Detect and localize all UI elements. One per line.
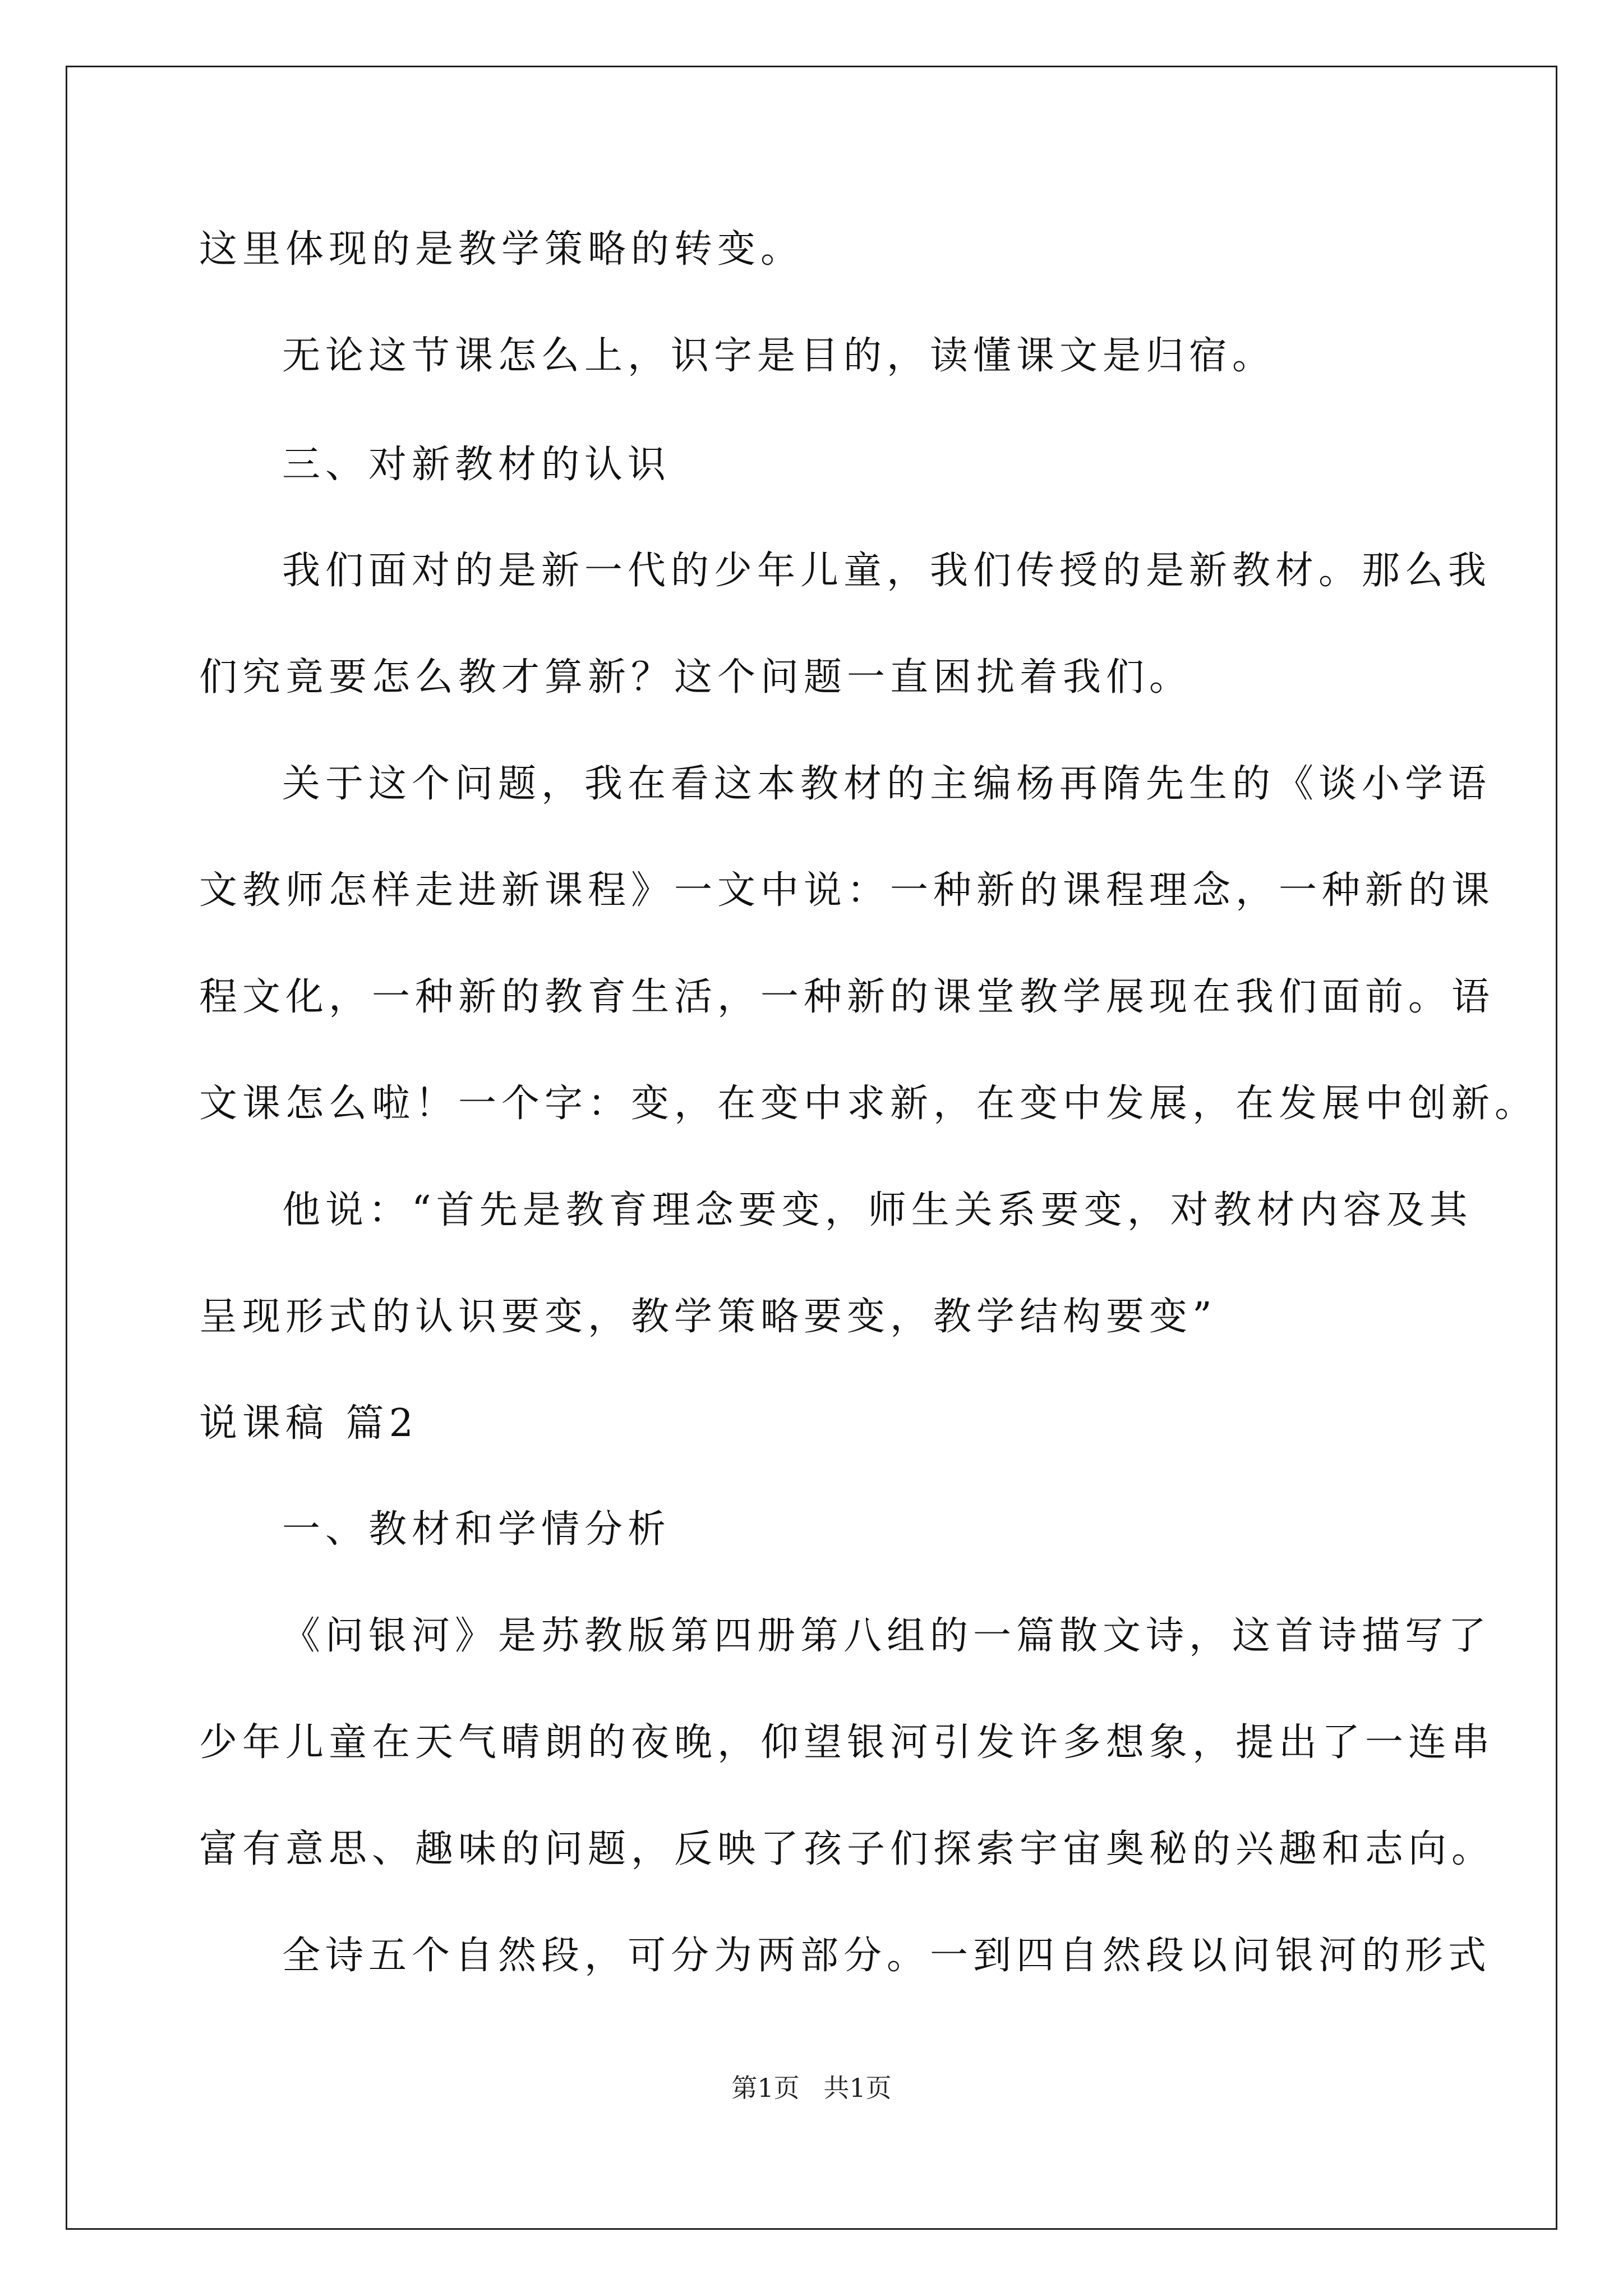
page-number: 第1页: [731, 2073, 800, 2103]
text-line: 文课怎么啦！一个字：变，在变中求新，在变中发展，在发展中创新。: [199, 1082, 1538, 1126]
page-total: 共1页: [823, 2073, 892, 2103]
text-line: 程文化，一种新的教育生活，一种新的课堂教学展现在我们面前。语: [199, 975, 1495, 1019]
text-line: 少年儿童在天气晴朗的夜晚，仰望银河引发许多想象，提出了一连串: [199, 1720, 1495, 1765]
text-line: 呈现形式的认识要变，教学策略要变，教学结构要变”: [199, 1295, 1217, 1339]
text-line: 这里体现的是教学策略的转变。: [199, 227, 804, 272]
text-line: 富有意思、趣味的问题，反映了孩子们探索宇宙奥秘的兴趣和志向。: [199, 1827, 1495, 1871]
page-footer: [0, 2071, 1623, 2105]
text-line: 们究竟要怎么教才算新？这个问题一直困扰着我们。: [199, 655, 1193, 700]
text-line: 关于这个问题，我在看这本教材的主编杨再隋先生的《谈小学语: [282, 762, 1492, 806]
section-heading: 一、教材和学情分析: [282, 1507, 671, 1552]
section-heading: 三、对新教材的认识: [282, 443, 671, 487]
text-line: 全诗五个自然段，可分为两部分。一到四自然段以问银河的形式: [282, 1934, 1492, 1978]
article-title: 说课稿 篇2: [199, 1401, 418, 1446]
text-line: 他说：“首先是教育理念要变，师生关系要变，对教材内容及其: [282, 1188, 1473, 1232]
text-line: 文教师怎样走进新课程》一文中说：一种新的课程理念，一种新的课: [199, 868, 1495, 913]
text-line: 无论这节课怎么上，识字是目的，读懂课文是归宿。: [282, 334, 1276, 378]
page-border: [66, 66, 1557, 2230]
text-line: 我们面对的是新一代的少年儿童，我们传授的是新教材。那么我: [282, 549, 1492, 593]
text-line: 《问银河》是苏教版第四册第八组的一篇散文诗，这首诗描写了: [282, 1614, 1492, 1658]
